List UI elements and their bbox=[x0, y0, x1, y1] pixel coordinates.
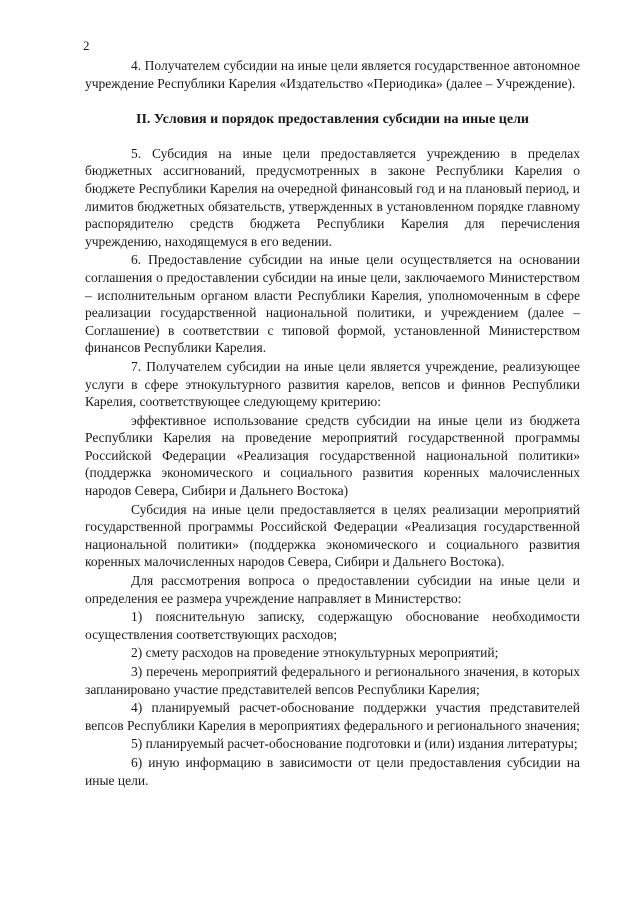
page-number: 2 bbox=[83, 38, 90, 53]
list-item: 4) планируемый расчет-обоснование поддержки участия представителей вепсов Республики Карелия в мероприятиях федерального и регионального значения; bbox=[85, 700, 580, 733]
list-item: 5) планируемый расчет-обоснование подготовки и (или) издания литературы; bbox=[131, 736, 578, 752]
list-item: 1) пояснительную записку, содержащую обоснование необходимости осуществления соответствующих расходов; bbox=[85, 609, 580, 642]
paragraph-6: 6. Предоставление субсидии на иные цели осуществляется на основании соглашения о предоставлении субсидии на иные цели, заключаемого Министерством – исполнительным органом власти Республики Карелия, уполномоченным в сфере реализации государственной национальной политики, и учреждением (далее – Соглашение) в соответствии с типовой формой, установленной Министерством финансов Республики Карелия. bbox=[85, 252, 580, 356]
list-item: 6) иную информацию в зависимости от цели предоставления субсидии на иные цели. bbox=[85, 754, 580, 788]
documents-list bbox=[85, 608, 580, 789]
paragraph-4: 4. Получателем субсидии на иные цели является государственное автономное учреждение Республики Карелия «Издательство «Периодика» (далее – Учреждение). bbox=[85, 58, 580, 91]
document-body bbox=[85, 57, 580, 790]
purpose-paragraph: Субсидия на иные цели предоставляется в целях реализации мероприятий государственной программы Российской Федерации «Реализация государственной национальной политики» (поддержка экономического и социального развития коренных малочисленных народов Севера, Сибири и Дальнего Востока). bbox=[85, 501, 580, 570]
criterion-paragraph: эффективное использование средств субсидии на иные цели из бюджета Республики Карелия на проведение мероприятий государственной программы Российской Федерации «Реализация государственной национальной политики» (поддержка экономического и социального развития коренных малочисленных народов Севера, Сибири и Дальнего Востока) bbox=[85, 412, 580, 499]
list-item: 3) перечень мероприятий федерального и регионального значения, в которых запланировано участие представителей вепсов Республики Карелия; bbox=[85, 664, 580, 697]
list-item: 2) смету расходов на проведение этнокультурных мероприятий; bbox=[131, 645, 499, 661]
documents-intro: Для рассмотрения вопроса о предоставлении субсидии на иные цели и определения ее размера учреждение направляет в Министерство: bbox=[85, 573, 580, 606]
section-title: II. Условия и порядок предоставления субсидии на иные цели bbox=[136, 112, 529, 128]
paragraph-7: 7. Получателем субсидии на иные цели является учреждение, реализующее услуги в сфере этнокультурного развития карелов, вепсов и финнов Республики Карелия, соответствующее следующему критерию: bbox=[85, 358, 580, 410]
paragraph-5: 5. Субсидия на иные цели предоставляется учреждению в пределах бюджетных ассигнований, предусмотренных в законе Республики Карелия о бюджете Республики Карелия на очередной финансовый год и на плановый период, и лимитов бюджетных обязательств, утвержденных в установленном порядке главному распорядителю средств бюджета Республики Карелия для перечисления учреждению, находящемуся в его ведении. bbox=[85, 145, 580, 249]
